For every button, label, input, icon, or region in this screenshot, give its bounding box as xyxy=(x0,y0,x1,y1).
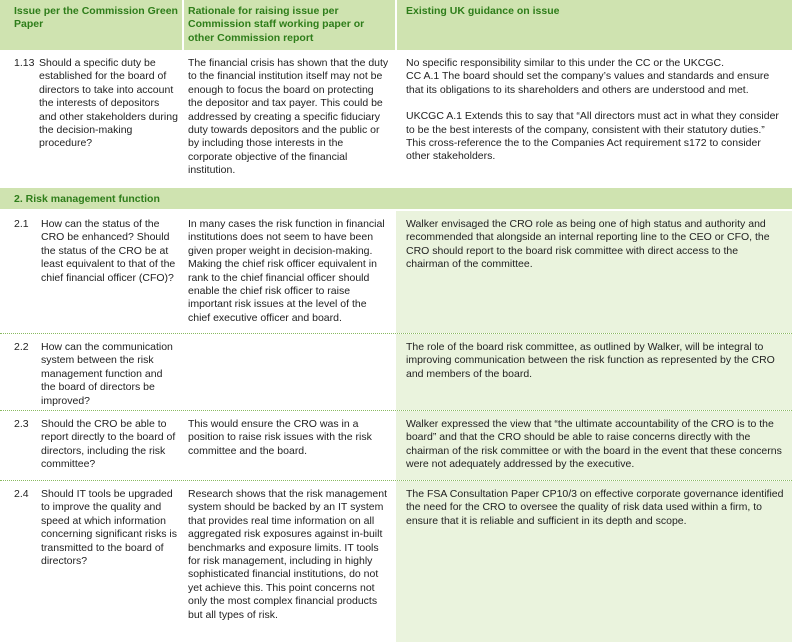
rationale-cell: The financial crisis has shown that the duty to the financial institution itself may not be enough to focus the board on protecting the depositor and tax payer. This could be addressed by creating a specific fiduciary duty towards depositors and the public or by including those interests in the corporate objective of the financial institution. xyxy=(183,50,396,186)
guidance-paragraph: CC A.1 The board should set the company’s values and standards and ensure that its obligations to its shareholders and others are understood and met. xyxy=(406,70,770,96)
issue-cell xyxy=(0,50,183,186)
issue-number: 2.1 xyxy=(14,218,29,230)
issue-text: Should the CRO be able to report directly to the board of directors, including the risk committee? xyxy=(41,418,176,471)
section-header xyxy=(0,186,792,211)
issue-text: How can the communication system between the risk management function and the board of directors be improved? xyxy=(41,341,173,407)
issue-cell xyxy=(0,211,183,333)
rationale-cell: In many cases the risk function in financial institutions does not seem to have been given proper weight in decision-making. Making the chief risk officer equivalent in rank to the chief financial officer should enable the chief risk officer to raise important risk issues at the level of the chief executive officer and board. xyxy=(183,211,396,333)
issue-text: How can the status of the CRO be enhanced? Should the status of the CRO be at least equivalent to that of the chief financial officer (CFO)? xyxy=(41,218,176,284)
header-guidance: Existing UK guidance on issue xyxy=(406,5,560,17)
issue-number: 1.13 xyxy=(14,57,35,69)
issue-cell xyxy=(0,411,183,480)
issue-text: Should a specific duty be established for the board of directors to take into account the interests of depositors and other stakeholders during the decision-making procedure? xyxy=(39,57,178,150)
table-row xyxy=(0,50,792,186)
issue-number: 2.4 xyxy=(14,488,29,500)
table-row xyxy=(0,211,792,333)
guidance-paragraph: No specific responsibility similar to this under the CC or the UKCGC. xyxy=(406,57,725,69)
issue-text: Should IT tools be upgraded to improve the quality and speed at which information concerning significant risks is transmitted to the board of directors? xyxy=(41,488,177,568)
table-header xyxy=(0,0,792,50)
column-divider xyxy=(395,0,397,50)
header-issue: Issue per the Commission Green Paper xyxy=(14,5,178,31)
table-row xyxy=(0,334,792,410)
table-row xyxy=(0,481,792,642)
table-row xyxy=(0,411,792,480)
section-title: 2. Risk management function xyxy=(14,193,160,205)
guidance-cell: The role of the board risk committee, as outlined by Walker, will be integral to improving communication between the risk function as represented by the CRO and members of the board. xyxy=(396,334,792,410)
guidance-cell: The FSA Consultation Paper CP10/3 on effective corporate governance identified the need for the CRO to oversee the quality of risk data used within a firm, to ensure that it is reliable and sufficient in its depth and scope. xyxy=(396,481,792,642)
column-divider xyxy=(182,0,184,50)
guidance-cell: Walker envisaged the CRO role as being one of high status and authority and recommended that alongside an internal reporting line to the CEO or CFO, the CRO should report to the board risk committee with direct access to the chairman of the committee. xyxy=(396,211,792,333)
guidance-cell: Walker expressed the view that “the ultimate accountability of the CRO is to the board” and that the CRO should be able to raise concerns directly with the chairman of the risk committee or with the board in the event that these concerns were not adequately addressed by the executive. xyxy=(396,411,792,480)
header-rationale: Rationale for raising issue per Commission staff working paper or other Commission report xyxy=(188,5,365,44)
issue-cell xyxy=(0,334,183,410)
issue-number: 2.2 xyxy=(14,341,29,353)
issue-cell xyxy=(0,481,183,642)
rationale-cell: Research shows that the risk management system should be backed by an IT system that provides real time information on all aggregated risk exposures against in-built benchmarks and exposure limits. IT tools for risk management, including in highly sophisticated financial institutions, do not yet achieve this. This point concerns not only the most complex financial products but all types of risk. xyxy=(183,481,396,642)
guidance-paragraph: UKCGC A.1 Extends this to say that “All directors must act in what they consider to be the best interests of the company, consistent with their statutory duties.” This cross-reference the to the Companies Act requirement s172 to consider other stakeholders. xyxy=(406,110,779,163)
rationale-cell: This would ensure the CRO was in a position to raise risk issues with the risk committee and the board. xyxy=(183,411,396,480)
rationale-cell xyxy=(183,334,396,410)
issue-number: 2.3 xyxy=(14,418,29,430)
guidance-cell xyxy=(396,50,792,186)
